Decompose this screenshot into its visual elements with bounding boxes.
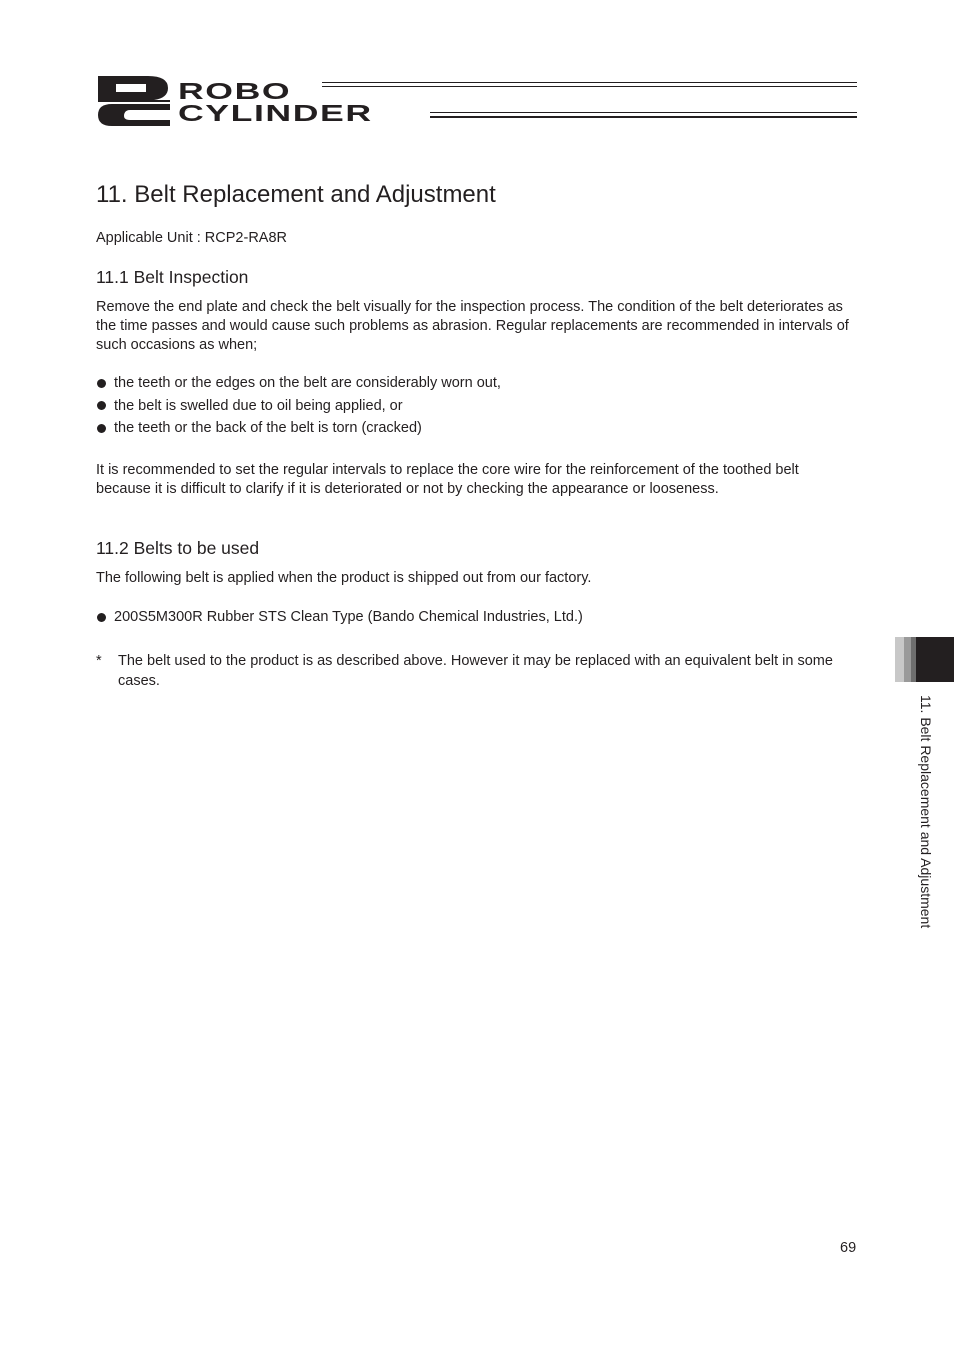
page-title: 11. Belt Replacement and Adjustment bbox=[96, 181, 496, 208]
inspection-bullet-list bbox=[96, 372, 501, 440]
list-item-text: the belt is swelled due to oil being applied, or bbox=[114, 397, 403, 414]
chapter-tab-blocks bbox=[895, 637, 954, 682]
list-item bbox=[96, 417, 501, 440]
bullet-icon bbox=[97, 379, 106, 388]
footnote bbox=[96, 651, 856, 691]
chapter-side-label: 11. Belt Replacement and Adjustment bbox=[918, 695, 934, 929]
tab-shade-black bbox=[916, 637, 954, 682]
logo-word-cylinder: CYLINDER bbox=[178, 100, 373, 126]
section-heading-belts-used: 11.2 Belts to be used bbox=[96, 538, 260, 558]
applicable-unit: Applicable Unit : RCP2-RA8R bbox=[96, 230, 287, 246]
header-rule-bottom bbox=[430, 112, 857, 118]
list-item bbox=[96, 395, 501, 418]
belts-used-intro: The following belt is applied when the product is shipped out from our factory. bbox=[96, 570, 592, 586]
list-item bbox=[96, 372, 501, 395]
header-rule-top bbox=[322, 82, 857, 87]
tab-shade-light bbox=[895, 637, 904, 682]
belt-inspection-intro: Remove the end plate and check the belt visually for the inspection process. The condition of the belt deteriorates as the time passes and would cause such problems as abrasion. Regular replacements are recommended in intervals of such occasions as when; bbox=[96, 299, 849, 353]
tab-shade-mid bbox=[904, 637, 911, 682]
footnote-text: The belt used to the product is as described above. However it may be replaced with an equivalent belt in some cases. bbox=[118, 653, 833, 689]
asterisk-mark: * bbox=[96, 653, 102, 669]
list-item bbox=[96, 606, 583, 629]
bullet-icon bbox=[97, 613, 106, 622]
list-item-text: the teeth or the edges on the belt are considerably worn out, bbox=[114, 375, 501, 392]
list-item-text: 200S5M300R Rubber STS Clean Type (Bando Chemical Industries, Ltd.) bbox=[114, 609, 583, 626]
section-heading-belt-inspection: 11.1 Belt Inspection bbox=[96, 267, 249, 287]
bullet-icon bbox=[97, 424, 106, 433]
rc-logo-mark-icon bbox=[96, 74, 172, 128]
replacement-recommendation: It is recommended to set the regular intervals to replace the core wire for the reinforcement of the toothed belt because it is difficult to clarify if it is deteriorated or not by checking the appearance or looseness. bbox=[96, 462, 799, 497]
bullet-icon bbox=[97, 401, 106, 410]
page-number: 69 bbox=[840, 1240, 857, 1256]
logo-word-robo: ROBO bbox=[178, 78, 292, 104]
belt-spec-list bbox=[96, 606, 583, 629]
list-item-text: the teeth or the back of the belt is torn (cracked) bbox=[114, 420, 422, 437]
